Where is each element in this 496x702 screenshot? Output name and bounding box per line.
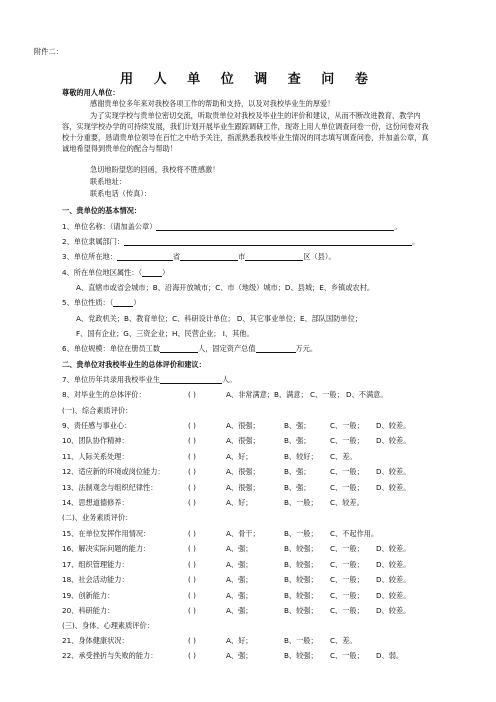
option-b: B、一般； xyxy=(284,498,318,507)
q5-options-2: F、国有企业；G、三资企业；H、民营企业； I、其他。 xyxy=(76,329,254,338)
answer-paren[interactable]: ( ) xyxy=(188,498,196,507)
question-label: 9、责任感与事业心： xyxy=(62,421,132,430)
option-c: C、一般； xyxy=(330,467,364,477)
contact-address: 联系地址： xyxy=(90,177,126,186)
option-a: A、骨干； xyxy=(226,529,260,538)
option-d: D、较差。 xyxy=(376,421,411,430)
option-a: A、很强； xyxy=(226,482,260,492)
option-a: A、很强； xyxy=(226,421,260,430)
question-label: 12、适应新的环境或岗位能力： xyxy=(62,467,165,477)
option-b: B、较强； xyxy=(284,544,318,554)
city-label: 市 xyxy=(238,252,246,261)
question-label: 17、组织管理能力： xyxy=(62,559,129,569)
answer-paren[interactable]: ( ) xyxy=(188,467,196,477)
contact-phone: 联系电话（传真）： xyxy=(90,189,152,198)
answer-paren[interactable]: ( ) xyxy=(188,590,196,600)
answer-paren[interactable]: ( ) xyxy=(188,421,196,430)
q8-label: 8、对毕业生的总体评价： xyxy=(62,390,146,399)
q7-label-b: 人。 xyxy=(222,375,237,384)
option-b: B、强； xyxy=(284,467,311,477)
q2-row: 2、单位隶属部门： 。 xyxy=(62,237,420,246)
q4-label: 4、所在单位地区属性：（ xyxy=(62,268,143,277)
option-a: A、强； xyxy=(226,575,253,585)
option-a: A、好； xyxy=(226,498,253,507)
district-field[interactable] xyxy=(245,252,303,261)
option-c: C、差。 xyxy=(330,451,357,461)
option-a: A、强； xyxy=(226,559,253,569)
question-label: 10、团队协作精神： xyxy=(62,436,129,446)
option-b: B、较好； xyxy=(284,451,318,461)
question-label: 13、法制观念与组织纪律性： xyxy=(62,482,158,492)
option-d: D、较差。 xyxy=(376,606,411,615)
option-d: D、较差。 xyxy=(376,467,411,477)
q6-label-b: 人，固定资产总值 xyxy=(198,344,256,353)
answer-paren[interactable]: ( ) xyxy=(188,636,196,645)
question-label: 22、承受挫折与失败的能力： xyxy=(62,651,158,661)
subsection-2-title: (二)、业务素质评价： xyxy=(62,513,133,522)
question-label: 21、身体健康状况： xyxy=(62,636,129,645)
q8-answer-paren[interactable]: ( ) xyxy=(188,390,196,399)
q4-row: 4、所在单位地区属性：（ ） xyxy=(62,268,170,277)
salutation: 尊敬的用人单位： xyxy=(62,88,120,97)
q5-answer-field[interactable] xyxy=(113,298,133,307)
option-b: B、一般； xyxy=(284,636,318,645)
hired-count-field[interactable] xyxy=(160,375,222,384)
option-c: C、一般； xyxy=(330,590,364,600)
question-label: 15、在单位发挥作用情况： xyxy=(62,529,151,538)
q1-label: 1、单位名称：（请加盖公章） xyxy=(62,222,157,231)
q3-label: 3、单位所在地： xyxy=(62,252,117,261)
option-b: B、强； xyxy=(284,482,311,492)
option-d: D、较差。 xyxy=(376,482,411,492)
q5-options-1: A、党政机关；B、教育单位；C、科研设计单位； D、其它事业单位；E、部队国防单位； xyxy=(76,314,362,323)
question-label: 20、科研能力： xyxy=(62,606,115,615)
option-c: C、一般； xyxy=(330,544,364,554)
option-b: B、强； xyxy=(284,421,311,430)
option-c: C、一般； xyxy=(330,606,364,615)
subsection-3-title: (三)、身体、心理素质评价： xyxy=(62,621,154,630)
intro-paragraph-1: 感谢贵单位多年来对我校各项工作的帮助和支持，以及对我校毕业生的厚爱！ xyxy=(90,99,335,108)
intro-paragraph-2: 为了实现学校与贵单位密切交流，听取贵单位对我校及毕业生的评价和建议，从而不断改进教育、教学内容，实现学校办学的可持续发展，我们计划开展毕业生跟踪调研工作，现寄上用人单位调查问卷一份，这份问卷对我校十分重要，恳请贵单位领导在百忙之中给予关注，指派熟悉我校毕业生情况的同志填写调查问卷，并加盖公章，真诚地希望得到贵单位的配合与帮助！ xyxy=(62,111,429,153)
option-a: A、强； xyxy=(226,651,253,661)
assets-field[interactable] xyxy=(256,344,296,353)
option-a: A、好； xyxy=(226,451,253,461)
option-d: D、较差。 xyxy=(376,436,411,446)
question-label: 14、思想道德修养： xyxy=(62,498,129,507)
q7-label-a: 7、单位历年共录用我校毕业生 xyxy=(62,375,161,384)
answer-paren[interactable]: ( ) xyxy=(188,575,196,585)
district-label: 区（县）。 xyxy=(303,252,336,261)
answer-paren[interactable]: ( ) xyxy=(188,559,196,569)
city-field[interactable] xyxy=(180,252,238,261)
option-a: A、好； xyxy=(226,636,253,645)
province-label: 省 xyxy=(172,252,181,261)
question-label: 16、解决实际问题的能力： xyxy=(62,544,151,554)
subsection-1-title: (一)、综合素质评价： xyxy=(62,406,133,415)
option-d: D、较差。 xyxy=(376,575,411,585)
q6-row xyxy=(62,344,317,353)
q8-row xyxy=(62,390,146,399)
option-c: C、一般； xyxy=(330,559,364,569)
section-2-title: 二、贵单位对我校毕业生的总体评价和建议： xyxy=(62,360,206,369)
q2-label: 2、单位隶属部门： xyxy=(62,237,125,246)
option-a: A、很强； xyxy=(226,467,260,477)
question-label: 19、创新能力： xyxy=(62,590,115,600)
option-c: C、一般； xyxy=(330,482,364,492)
question-label: 18、社会活动能力： xyxy=(62,575,129,585)
option-c: C、一般； xyxy=(330,421,364,430)
option-c: C、较差。 xyxy=(330,498,364,507)
answer-paren[interactable]: ( ) xyxy=(188,544,196,554)
option-d: D、较差。 xyxy=(376,559,411,569)
q5-row: 5、单位性质：（ ） xyxy=(62,298,141,307)
q4-options: A、直辖市或省会城市；B、沿海开放城市；C、市（地级）城市；D、县城；E、乡镇或农村。 xyxy=(76,283,375,292)
option-a: A、强； xyxy=(226,606,253,615)
section-1-title: 一、贵单位的基本情况： xyxy=(62,206,142,215)
question-label: 11、人际关系处理： xyxy=(62,451,129,461)
option-c: C、一般； xyxy=(330,575,364,585)
annex-label: 附件二： xyxy=(34,47,63,56)
q6-label-c: 万元。 xyxy=(295,344,318,353)
option-b: B、较强； xyxy=(284,606,318,615)
unit-name-field[interactable] xyxy=(156,222,394,231)
option-b: B、较强； xyxy=(284,651,318,661)
answer-paren[interactable]: ( ) xyxy=(188,436,196,446)
option-a: A、很强； xyxy=(226,436,260,446)
option-d: D、较差。 xyxy=(376,544,411,554)
option-d: D、较差。 xyxy=(376,590,411,600)
option-b: B、一般； xyxy=(284,529,318,538)
option-b: B、较强； xyxy=(284,575,318,585)
answer-paren[interactable]: ( ) xyxy=(188,529,196,538)
option-a: A、强； xyxy=(226,544,253,554)
option-d: D、弱。 xyxy=(376,651,404,661)
page-title: 用 人 单 位 调 查 问 卷 xyxy=(120,72,376,87)
option-b: B、较强； xyxy=(284,590,318,600)
answer-paren[interactable]: ( ) xyxy=(188,651,196,661)
answer-paren[interactable]: ( ) xyxy=(188,451,196,461)
province-field[interactable] xyxy=(117,252,173,261)
employee-count-field[interactable] xyxy=(160,344,198,353)
intro-paragraph-3: 急切地盼望您的回函，我校将不胜感激！ xyxy=(90,165,220,174)
option-c: C、不起作用。 xyxy=(330,529,379,538)
department-field[interactable] xyxy=(124,237,412,246)
option-c: C、一般； xyxy=(330,436,364,446)
option-b: B、较强； xyxy=(284,559,318,569)
option-b: B、强； xyxy=(284,436,311,446)
answer-paren[interactable]: ( ) xyxy=(188,482,196,492)
q7-row xyxy=(62,375,236,384)
q6-label-a: 6、单位规模：单位在册员工数 xyxy=(62,344,161,353)
q4-answer-field[interactable] xyxy=(142,268,162,277)
q8-options: A、非常满意；B、满意； C、一般； D、不满意。 xyxy=(226,390,388,399)
option-a: A、强； xyxy=(226,590,253,600)
option-c: C、差。 xyxy=(330,636,357,645)
q3-row xyxy=(62,252,336,261)
q1-row: 1、单位名称：（请加盖公章） 。 xyxy=(62,222,402,231)
answer-paren[interactable]: ( ) xyxy=(188,606,196,615)
q5-label: 5、单位性质：（ xyxy=(62,298,114,307)
option-c: C、一般； xyxy=(330,651,364,661)
